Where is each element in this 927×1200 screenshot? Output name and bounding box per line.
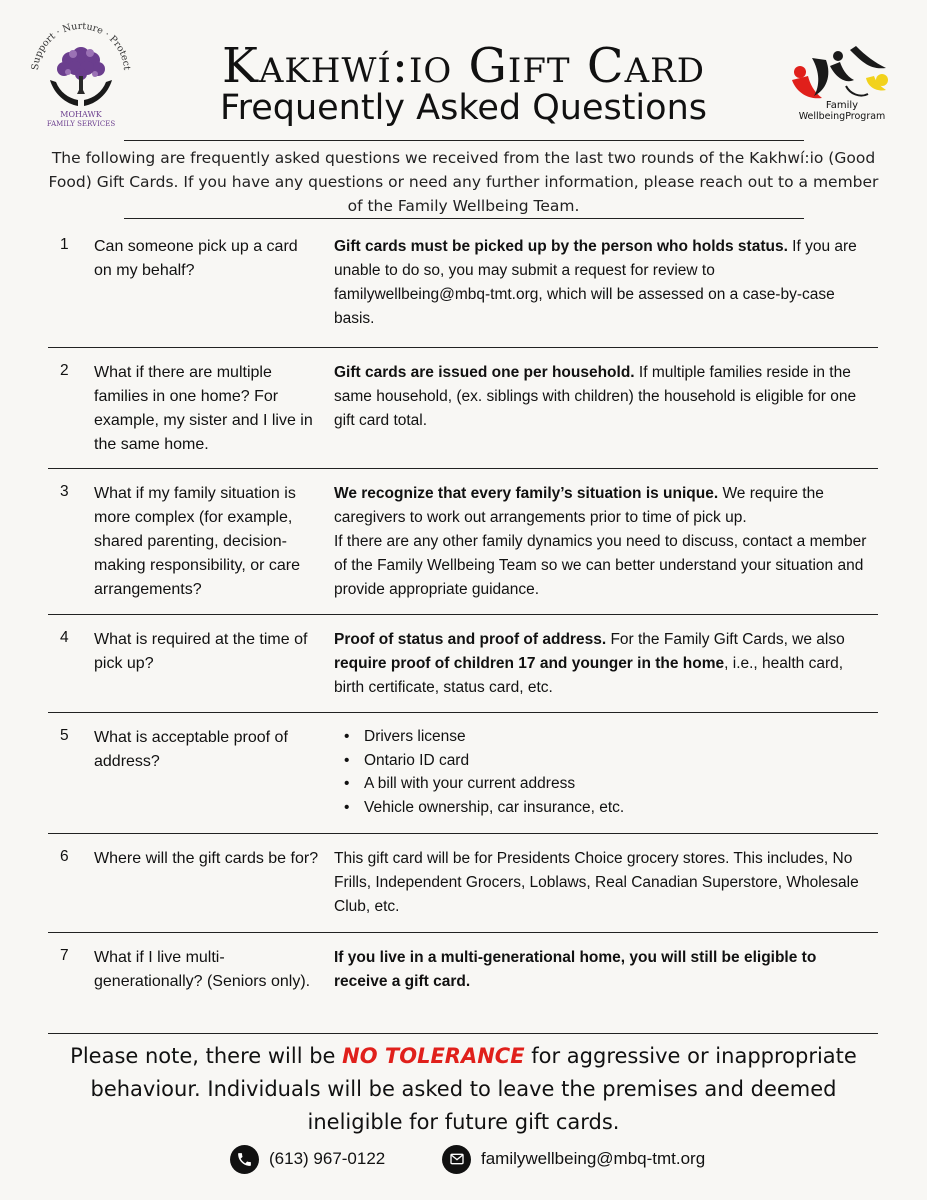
faq-table: [48, 222, 878, 1034]
logo-right-line2: WellbeingProgram: [798, 111, 886, 122]
notice-text-after: for aggressive or inappropriate behaviour. Individuals will be asked to leave the premises and deemed ineligible for future gift cards.: [90, 1044, 857, 1134]
faq-answer: [334, 726, 874, 819]
faq-question: What if I live multi-generationally? (Seniors only).: [94, 949, 311, 990]
proof-of-address-list: [334, 725, 874, 819]
faq-row: [48, 933, 878, 1034]
faq-answer-bold: Gift cards are issued one per household.: [334, 364, 635, 381]
logo-right-line1: Family: [825, 100, 859, 111]
faq-number: 7: [60, 947, 69, 964]
faq-answer-text-2: , i.e., health card, birth certificate, status card, etc.: [334, 655, 844, 696]
faq-question: Can someone pick up a card on my behalf?: [94, 238, 298, 279]
faq-answer-bold: If you live in a multi-generational home, you will still be eligible to receive a gift card.: [334, 949, 817, 990]
list-item: • Drivers license: [334, 725, 874, 749]
faq-answer-text: We require the caregivers to work out arrangements prior to time of pick up.: [334, 485, 824, 526]
no-tolerance-notice: [40, 1040, 887, 1139]
faq-row: [48, 713, 878, 834]
faq-question: What if there are multiple families in one home? For example, my sister and I live in the same home.: [94, 364, 313, 453]
faq-row: [48, 834, 878, 933]
faq-question: What is required at the time of pick up?: [94, 631, 308, 672]
phone-icon: [230, 1145, 259, 1174]
notice-emphasis: NO TOLERANCE: [342, 1044, 525, 1068]
email-address: familywellbeing@mbq-tmt.org: [481, 1149, 706, 1168]
faq-number: 1: [60, 236, 69, 253]
faq-answer: This gift card will be for Presidents Choice grocery stores. This includes, No Frills, Independent Grocers, Loblaws, Real Canadian Superstore, Wholesale Club, etc.: [334, 850, 859, 915]
faq-number: 5: [60, 727, 69, 744]
phone-number: (613) 967-0122: [269, 1149, 386, 1168]
faq-answer: [334, 946, 874, 994]
logo-name-line1: MOHAWK: [60, 110, 102, 119]
page-subtitle: Frequently Asked Questions: [220, 88, 707, 128]
faq-answer-text-2: If there are any other family dynamics you need to discuss, contact a member of the Family Wellbeing Team so we can better understand your situation and provide appropriate guidance.: [334, 533, 867, 598]
faq-question: What if my family situation is more complex (for example, shared parenting, decision-making responsibility, or care arrangements?: [94, 485, 301, 598]
faq-answer-bold: We recognize that every family’s situation is unique.: [334, 485, 719, 502]
faq-answer-text: If you are unable to do so, you may submit a request for review to familywellbeing@mbq-tmt.org, which will be assessed on a case-by-case basis.: [334, 238, 857, 327]
faq-question: Where will the gift cards be for?: [94, 850, 319, 867]
envelope-icon: [442, 1145, 471, 1174]
faq-answer-text: If multiple families reside in the same household, (ex. siblings with children) the household is eligible for one gift card total.: [334, 364, 857, 429]
page-title: Kakhwí:io Gift Card: [221, 38, 705, 94]
intro-divider: [124, 218, 804, 219]
email-contact[interactable]: [442, 1144, 705, 1174]
faq-question: What is acceptable proof of address?: [94, 729, 288, 770]
faq-number: 3: [60, 483, 69, 500]
faq-answer: [334, 235, 874, 331]
logo-name-line2: FAMILY SERVICES: [46, 120, 116, 128]
faq-answer: [334, 628, 874, 700]
faq-row: [48, 469, 878, 615]
faq-row: [48, 348, 878, 469]
phone-contact[interactable]: [230, 1144, 385, 1174]
notice-text-before: Please note, there will be: [70, 1044, 343, 1068]
faq-answer: [334, 482, 874, 602]
faq-number: 6: [60, 848, 69, 865]
faq-answer-bold: Gift cards must be picked up by the person who holds status.: [334, 238, 788, 255]
logo-arc-text: Support · Nurture · Protect: [29, 20, 132, 71]
faq-answer-text: For the Family Gift Cards, we also: [606, 631, 845, 648]
header-divider: [124, 140, 804, 141]
list-item: • Vehicle ownership, car insurance, etc.: [334, 796, 874, 820]
list-item: • Ontario ID card: [334, 749, 874, 773]
list-item: • A bill with your current address: [334, 772, 874, 796]
faq-answer: [334, 361, 874, 433]
faq-row: [48, 222, 878, 348]
faq-answer-bold-2: require proof of children 17 and younger in the home: [334, 655, 725, 672]
intro-text: The following are frequently asked questions we received from the last two rounds of the Kakhwí:io (Good Food) Gift Cards. If you have any questions or need any further information, please reach out to a member of the Family Wellbeing Team.: [48, 149, 879, 215]
faq-number: 2: [60, 362, 69, 379]
faq-answer-bold: Proof of status and proof of address.: [334, 631, 607, 648]
faq-row: [48, 615, 878, 713]
faq-number: 4: [60, 629, 69, 646]
